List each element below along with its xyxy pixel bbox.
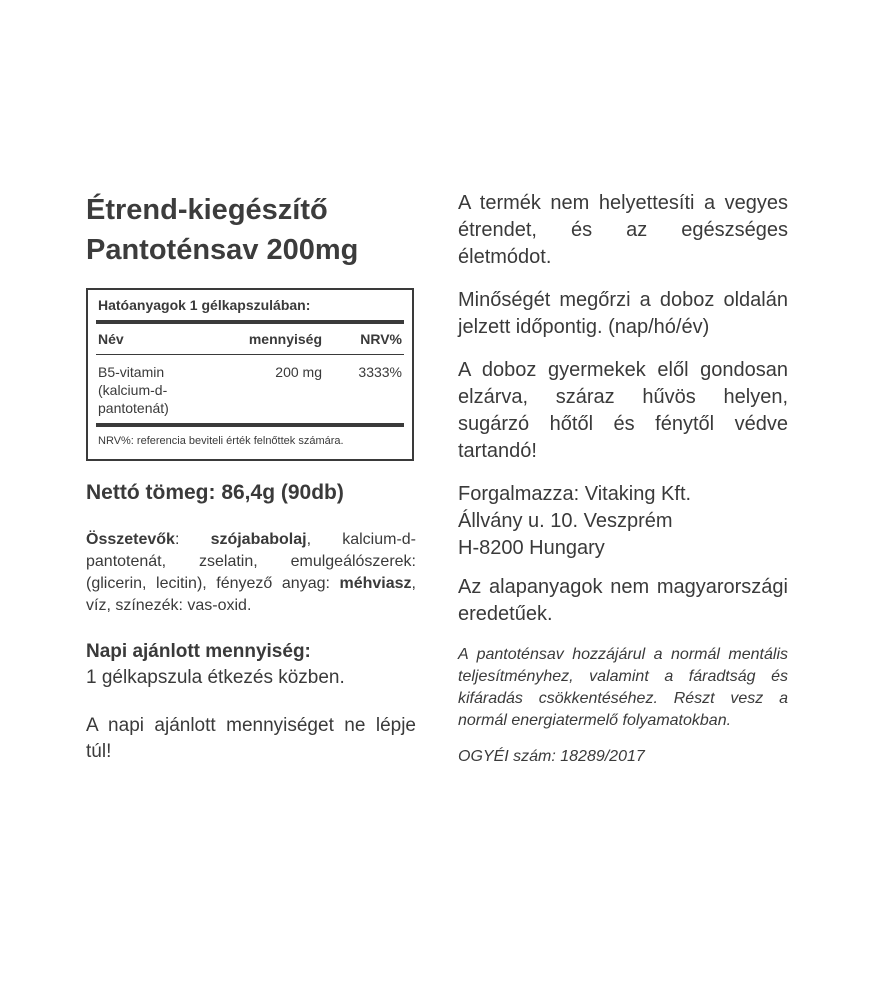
nutrition-table	[86, 288, 414, 461]
nutrition-row	[98, 355, 402, 423]
distributor-address	[458, 481, 788, 562]
dose-warning: A napi ajánlott mennyiséget ne lépje túl!	[86, 715, 416, 762]
ingredient-soybean-oil: szójababolaj	[210, 531, 307, 548]
product-title	[86, 190, 416, 270]
health-claim: A pantoténsav hozzájárul a normál mentális teljesítményhez, valamint a fáradtság és kifáradás csökkentéséhez. Részt vesz a normál energiatermelő folyamatokban.	[458, 646, 788, 729]
nutrient-nrv: 3333%	[358, 364, 402, 380]
nutrition-heading: Hatóanyagok 1 gélkapszulában:	[98, 297, 311, 313]
distributor-line-3: H-8200 Hungary	[458, 537, 605, 559]
daily-dose-label: Napi ajánlott mennyiség:	[86, 641, 311, 662]
ingredients-colon: :	[174, 531, 211, 548]
diet-notice: A termék nem helyettesíti a vegyes étrendet, és az egészséges életmódot.	[458, 192, 788, 268]
nutrient-name-cell	[98, 363, 222, 417]
daily-dose	[86, 639, 416, 691]
distributor-line-2: Állvány u. 10. Veszprém	[458, 510, 673, 532]
ingredient-beeswax: méhviasz	[339, 575, 412, 592]
nutrient-name: B5-vitamin	[98, 364, 165, 380]
net-weight: Nettó tömeg: 86,4g (90db)	[86, 481, 344, 504]
ingredients-label: Összetevők	[86, 531, 175, 548]
storage-notice: A doboz gyermekek elől gondosan elzárva, száraz hűvös helyen, sugárzó hőtől és fénytől védve tartandó!	[458, 359, 788, 462]
nutrient-amount: 200 mg	[275, 364, 322, 380]
nutrient-subname: (kalcium-d-pantotenát)	[98, 382, 169, 416]
ingredients-text-1: , kalcium-d-pantotenát, zselatin, emulgeálószerek: (glicerin, lecitin), fényező anyag:	[86, 531, 416, 592]
right-column	[458, 190, 788, 782]
ingredients	[86, 529, 416, 617]
nutrition-footnote: NRV%: referencia beviteli érték felnőttek számára.	[98, 435, 344, 447]
left-column	[86, 190, 416, 765]
ingredients-text-2: , víz, színezék: vas-oxid.	[86, 575, 416, 614]
col-nrv-header: NRV%	[360, 331, 402, 347]
title-line-1: Étrend-kiegészítő	[86, 194, 328, 226]
best-before-notice: Minőségét megőrzi a doboz oldalán jelzett időpontig. (nap/hó/év)	[458, 289, 788, 338]
col-name-header: Név	[98, 331, 124, 347]
col-amount-header: mennyiség	[248, 331, 322, 347]
nutrition-header-row	[98, 324, 402, 354]
title-line-2: Pantoténsav 200mg	[86, 234, 359, 266]
daily-dose-text: 1 gélkapszula étkezés közben.	[86, 667, 345, 688]
ogyei-number: OGYÉI szám: 18289/2017	[458, 748, 645, 765]
origin-notice: Az alapanyagok nem magyarországi eredetűek.	[458, 576, 788, 625]
distributor-line-1: Forgalmazza: Vitaking Kft.	[458, 483, 692, 505]
